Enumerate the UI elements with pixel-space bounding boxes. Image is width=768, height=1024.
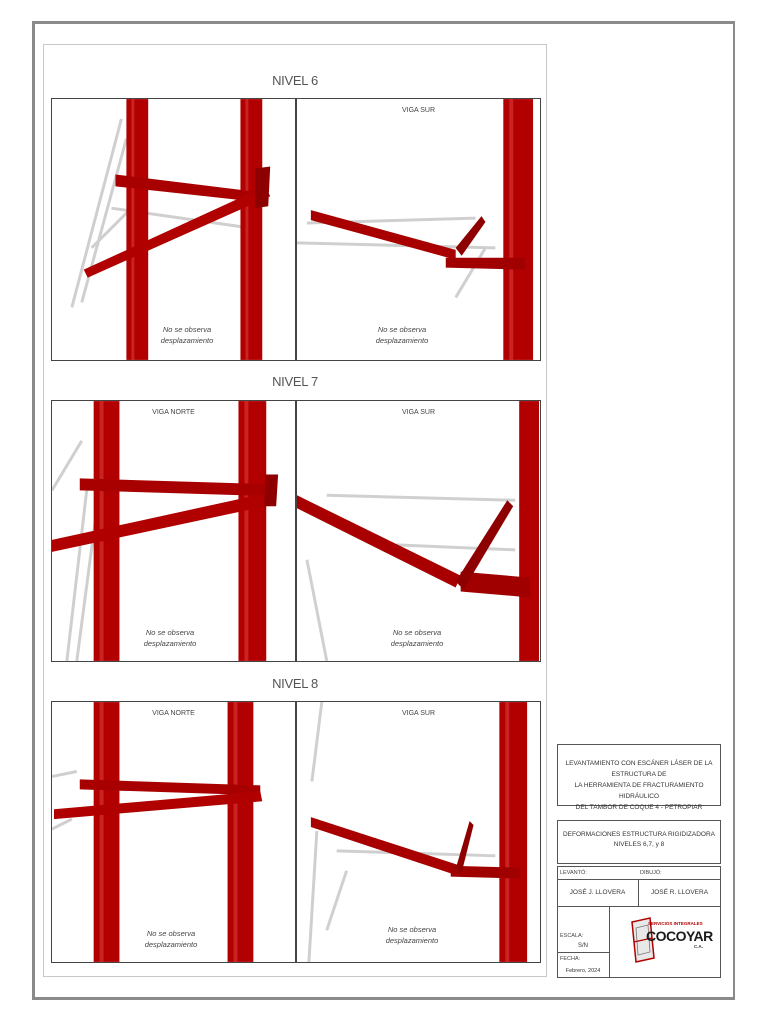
level-6-north-scan — [52, 99, 295, 360]
logo-suffix: C.A. — [694, 944, 703, 949]
fecha-label: FECHA: — [560, 956, 581, 962]
level-6-north-note: No se observa desplazamiento — [160, 325, 214, 345]
level-7-south-note: No se observa desplazamiento — [390, 628, 444, 648]
level-8-north-label: VIGA NORTE — [152, 710, 195, 717]
levanto-label: LEVANTÓ: — [560, 870, 587, 876]
drawing-title-box — [557, 820, 721, 864]
level-8-south-scan — [297, 702, 540, 962]
level-6-south-label: VIGA SUR — [401, 107, 436, 114]
level-6-north-panel — [51, 98, 296, 361]
level-6-title: NIVEL 6 — [272, 73, 318, 88]
level-6-south-panel — [296, 98, 541, 361]
level-8-title: NIVEL 8 — [272, 676, 318, 691]
fecha-value: Febrero, 2024 — [565, 968, 601, 974]
level-7-north-note: No se observa desplazamiento — [143, 628, 197, 648]
level-7-south-label: VIGA SUR — [401, 409, 436, 416]
levanto-name: JOSÉ J. LLOVERA — [569, 889, 626, 896]
project-title-box — [557, 744, 721, 811]
logo-wordmark: COCOYAR — [646, 928, 713, 944]
project-line-1: LEVANTAMIENTO CON ESCÁNER LÁSER DE LA ESTRUCTURA DE — [565, 760, 713, 778]
level-7-title: NIVEL 7 — [272, 374, 318, 389]
level-8-south-label: VIGA SUR — [401, 710, 436, 717]
dibujo-label: DIBUJÓ: — [640, 870, 662, 876]
level-8-north-panel — [51, 701, 296, 963]
drawing-line-2: NIVELES 6,7, y 8 — [613, 841, 665, 848]
dibujo-name: JOSÉ R. LLOVERA — [650, 889, 709, 896]
level-7-north-label: VIGA NORTE — [152, 409, 195, 416]
level-8-south-note: No se observa desplazamiento — [385, 925, 439, 945]
level-7-north-scan — [52, 401, 295, 661]
project-line-2: LA HERRAMIENTA DE FRACTURAMIENTO HIDRÁULICO — [574, 782, 704, 800]
level-6-south-note: No se observa desplazamiento — [375, 325, 429, 345]
escala-label: ESCALA: — [560, 933, 584, 939]
level-6-south-scan — [297, 99, 540, 360]
level-8-north-note: No se observa desplazamiento — [144, 929, 198, 949]
level-7-south-scan — [297, 401, 540, 661]
drawing-line-1: DEFORMACIONES ESTRUCTURA RIGIDIZADORA — [562, 831, 716, 838]
level-7-north-panel — [51, 400, 296, 662]
company-logo — [628, 912, 713, 972]
escala-value: S/N — [577, 943, 588, 949]
level-7-south-panel — [296, 400, 541, 662]
logo-tagline: SERVICIOS INTEGRALES — [648, 921, 703, 926]
level-8-north-scan — [52, 702, 295, 962]
project-line-3: DEL TAMBOR DE COQUE 4 - PETROPIAR — [575, 804, 703, 811]
level-8-south-panel — [296, 701, 541, 963]
